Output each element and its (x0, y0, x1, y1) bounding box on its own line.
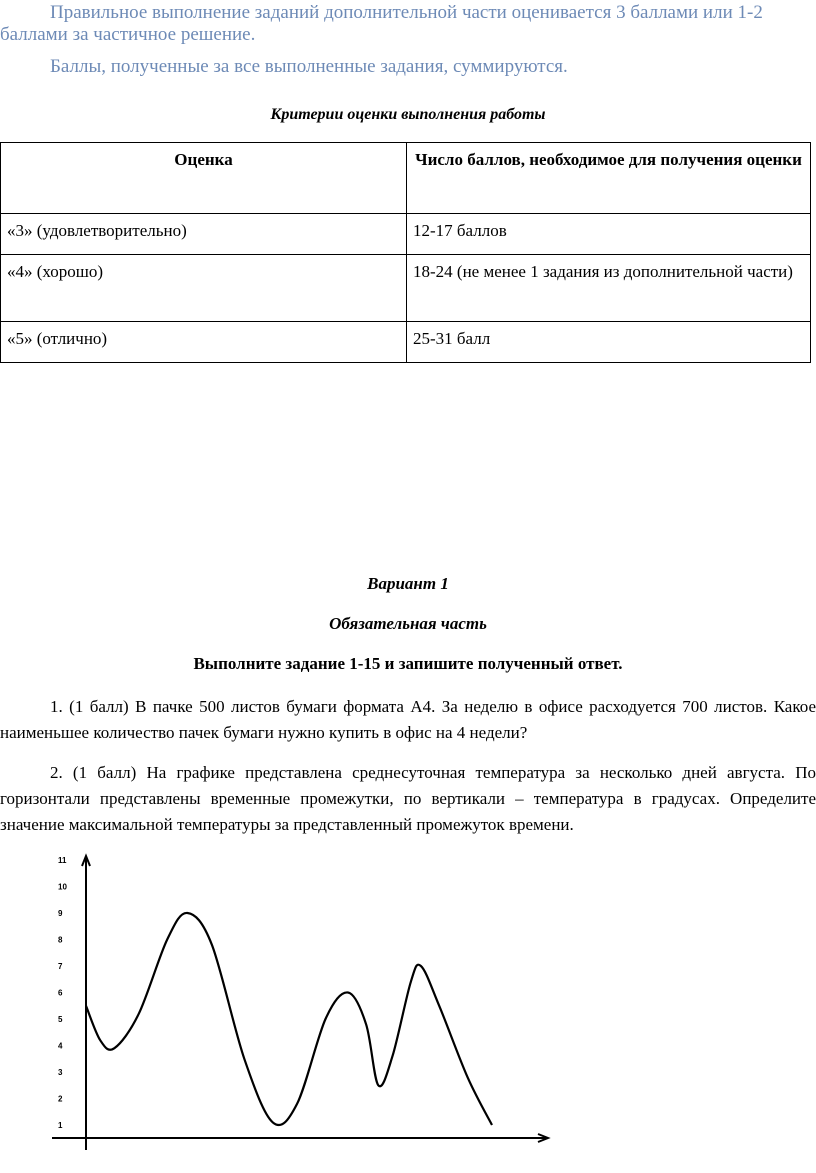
criteria-header-points: Число баллов, необходимое для получения оценки (407, 143, 811, 214)
table-row (1, 214, 811, 255)
points-cell: 25-31 балл (407, 322, 811, 363)
points-cell: 12-17 баллов (407, 214, 811, 255)
task-2-text: 2. (1 балл) На графике представлена среднесуточная температура за несколько дней августа. По горизонтали представлены временные промежутки, по вертикали – температура в градусах. Определите значение максимальной температуры за представленный промежуток времени. (0, 763, 816, 834)
y-tick-label: 5 (58, 1015, 63, 1024)
criteria-header-grade: Оценка (1, 143, 407, 214)
intro-line-1: Правильное выполнение заданий дополнительной части оценивается 3 баллами или 1-2 баллами за частичное решение. (0, 2, 763, 45)
grade-cell: «5» (отлично) (1, 322, 407, 363)
table-row (1, 322, 811, 363)
intro-line-2: Баллы, полученные за все выполненные задания, суммируются. (50, 56, 568, 77)
y-tick-label: 11 (58, 856, 67, 865)
y-tick-label: 9 (58, 909, 63, 918)
criteria-header-row (1, 143, 811, 214)
y-tick-label: 8 (58, 935, 63, 945)
y-tick-label: 2 (58, 1094, 63, 1104)
temperature-line (86, 913, 492, 1125)
grade-cell: «4» (хорошо) (1, 255, 407, 322)
variant-title: Вариант 1 (367, 574, 449, 593)
points-cell: 18-24 (не менее 1 задания из дополнительной части) (407, 255, 811, 322)
section-title: Обязательная часть (329, 614, 487, 633)
y-tick-label: 7 (58, 962, 63, 971)
criteria-table (0, 142, 811, 363)
y-tick-label: 1 (58, 1121, 63, 1130)
y-tick-label: 10 (58, 882, 67, 892)
y-tick-label: 3 (58, 1068, 63, 1077)
table-row (1, 255, 811, 322)
y-tick-label: 6 (58, 988, 63, 998)
grade-cell: «3» (удовлетворительно) (1, 214, 407, 255)
task-1-text: 1. (1 балл) В пачке 500 листов бумаги формата А4. За неделю в офисе расходуется 700 листов. Какое наименьшее количество пачек бумаги нужно купить в офис на 4 недели? (0, 697, 816, 742)
criteria-title: Критерии оценки выполнения работы (270, 106, 546, 123)
y-tick-label: 4 (58, 1041, 63, 1051)
temperature-chart-svg (0, 840, 560, 1150)
instruction-text: Выполните задание 1-15 и запишите полученный ответ. (193, 654, 623, 673)
temperature-chart (0, 840, 560, 1150)
